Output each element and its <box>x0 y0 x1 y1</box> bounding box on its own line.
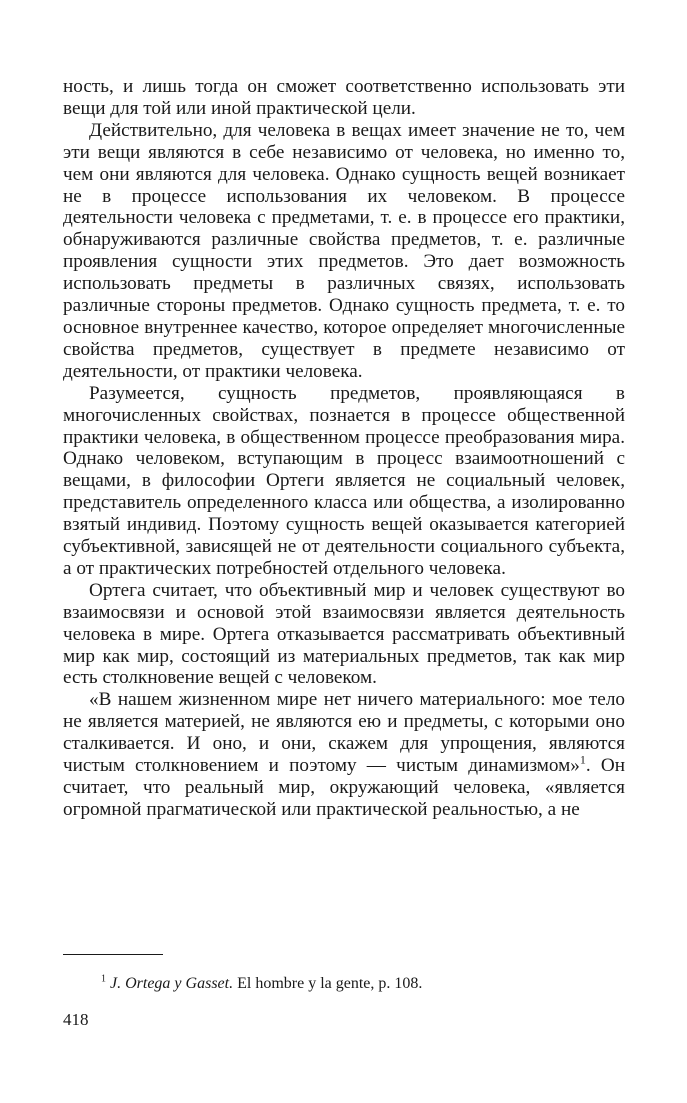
paragraph-2: Действительно, для человека в вещах имеет значение не то, чем эти вещи являются в себе независимо от человека, но именно то, чем они являются для человека. Однако сущность вещей возникает не в процессе использования их человеком. В процессе деятельности человека с предметами, т. е. в процессе его практики, обнаруживаются различные свойства предметов, т. е. различные проявления сущности этих предметов. Это дает возможность использовать предметы в различных связях, использовать различные стороны предметов. Однако сущность предмета, т. е. то основное внутреннее качество, которое определяет многочисленные свойства предметов, существует в предмете независимо от деятельности, от практики человека. <box>63 119 625 382</box>
paragraph-1: ность, и лишь тогда он сможет соответственно использовать эти вещи для той или иной практической цели. <box>63 76 625 119</box>
paragraph-4: Ортега считает, что объективный мир и человек существуют во взаимосвязи и основой этой взаимосвязи является деятельность человека в мире. Ортега отказывается рассматривать объективный мир как мир, состоящий из материальных предметов, так как мир есть столкновение вещей с человеком. <box>63 579 625 689</box>
quote-text: «В нашем жизненном мире нет ничего материального: мое тело не является материей, не являются ею и предметы, с которыми оно сталкивается. И оно, и они, скажем для упрощения, являются чистым столкновением и поэтому — чистым динамизмом» <box>63 689 625 777</box>
footnote-marker: 1 <box>101 973 106 985</box>
paragraph-3: Разумеется, сущность предметов, проявляющаяся в многочисленных свойствах, познается в процессе общественной практики человека, в общественном процессе преобразования мира. Однако человеком, вступающим в процесс взаимоотношений с вещами, в философии Ортеги является не социальный человек, представитель определенного класса или общества, а изолированно взятый индивид. Поэтому сущность вещей оказывается категорией субъективной, зависящей не от деятельности социального субъекта, а от практических потребностей отдельного человека. <box>63 382 625 579</box>
quote-continuation: . Он считает, что реальный мир, окружающий человека, «является огромной прагматической или практической реальностью, а не <box>63 755 626 820</box>
footnote-text: El hombre y la gente, p. 108. <box>233 975 423 992</box>
page-number: 418 <box>63 1010 89 1029</box>
footnote-divider <box>63 954 163 955</box>
page-body <box>63 76 625 821</box>
footnote <box>63 974 625 994</box>
paragraph-quote <box>63 689 625 820</box>
footnote-author: J. Ortega y Gasset. <box>110 975 234 992</box>
footnote-reference[interactable]: 1 <box>579 752 586 767</box>
